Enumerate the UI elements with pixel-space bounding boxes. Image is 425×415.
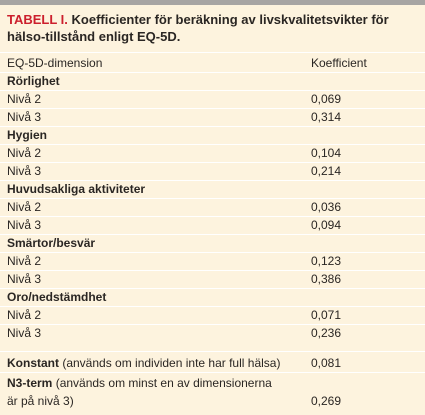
group-name: Rörlighet [7, 74, 60, 88]
n3-value: 0,269 [311, 394, 342, 408]
constant-row [0, 355, 425, 372]
level-label: Nivå 3 [7, 326, 42, 340]
column-header-coefficient: Koefficient [311, 56, 367, 70]
level-label: Nivå 3 [7, 272, 42, 286]
level-label: Nivå 2 [7, 200, 42, 214]
table-row [0, 271, 425, 288]
coefficient-value: 0,104 [311, 146, 342, 160]
constant-term: Konstant [7, 356, 59, 370]
table-row [0, 145, 425, 162]
group-heading-huvudsakliga-aktiviteter [0, 181, 425, 198]
table-label: TABELL I. [7, 12, 68, 27]
group-heading-oro-nedstamdhet [0, 289, 425, 306]
level-label: Nivå 3 [7, 110, 42, 124]
table-title: Koefficienter för beräkning av livskvalitetsvikter för hälso-tillstånd enligt EQ-5D. [7, 12, 389, 44]
coefficient-value: 0,036 [311, 200, 342, 214]
table-row [0, 109, 425, 126]
group-heading-hygien [0, 127, 425, 144]
level-label: Nivå 3 [7, 218, 42, 232]
coefficient-value: 0,071 [311, 308, 342, 322]
coefficient-value: 0,314 [311, 110, 342, 124]
group-name: Oro/nedstämdhet [7, 290, 107, 304]
table-row [0, 217, 425, 234]
table-row [0, 163, 425, 180]
group-name: Huvudsakliga aktiviteter [7, 182, 146, 196]
n3-row [0, 375, 425, 392]
level-label: Nivå 2 [7, 254, 42, 268]
table-row [0, 253, 425, 270]
table-row [0, 91, 425, 108]
constant-note: (används om individen inte har full hälsa) [59, 356, 281, 370]
table-header-row [0, 55, 425, 72]
coefficient-value: 0,069 [311, 92, 342, 106]
level-label: Nivå 2 [7, 92, 42, 106]
constant-value: 0,081 [311, 356, 342, 370]
level-label: Nivå 3 [7, 164, 42, 178]
level-label: Nivå 2 [7, 308, 42, 322]
divider [0, 351, 425, 352]
column-header-dimension: EQ-5D-dimension [7, 56, 103, 70]
n3-note-line1: (används om minst en av dimensionerna [52, 376, 272, 390]
n3-note-line2: är på nivå 3) [7, 394, 74, 408]
table-row [0, 199, 425, 216]
level-label: Nivå 2 [7, 146, 42, 160]
coefficient-value: 0,386 [311, 272, 342, 286]
group-heading-smartor-besvar [0, 235, 425, 252]
group-heading-rorlighet [0, 73, 425, 90]
table-row [0, 307, 425, 324]
n3-row-continued [0, 393, 425, 410]
n3-term: N3-term [7, 376, 53, 390]
coefficient-value: 0,094 [311, 218, 342, 232]
coefficient-value: 0,236 [311, 326, 342, 340]
table-row [0, 325, 425, 342]
group-name: Hygien [7, 128, 48, 142]
divider [0, 372, 425, 373]
table-caption [7, 11, 421, 45]
top-border-bar [0, 0, 425, 5]
divider [0, 52, 425, 53]
coefficient-value: 0,214 [311, 164, 342, 178]
coefficient-value: 0,123 [311, 254, 342, 268]
group-name: Smärtor/besvär [7, 236, 96, 250]
